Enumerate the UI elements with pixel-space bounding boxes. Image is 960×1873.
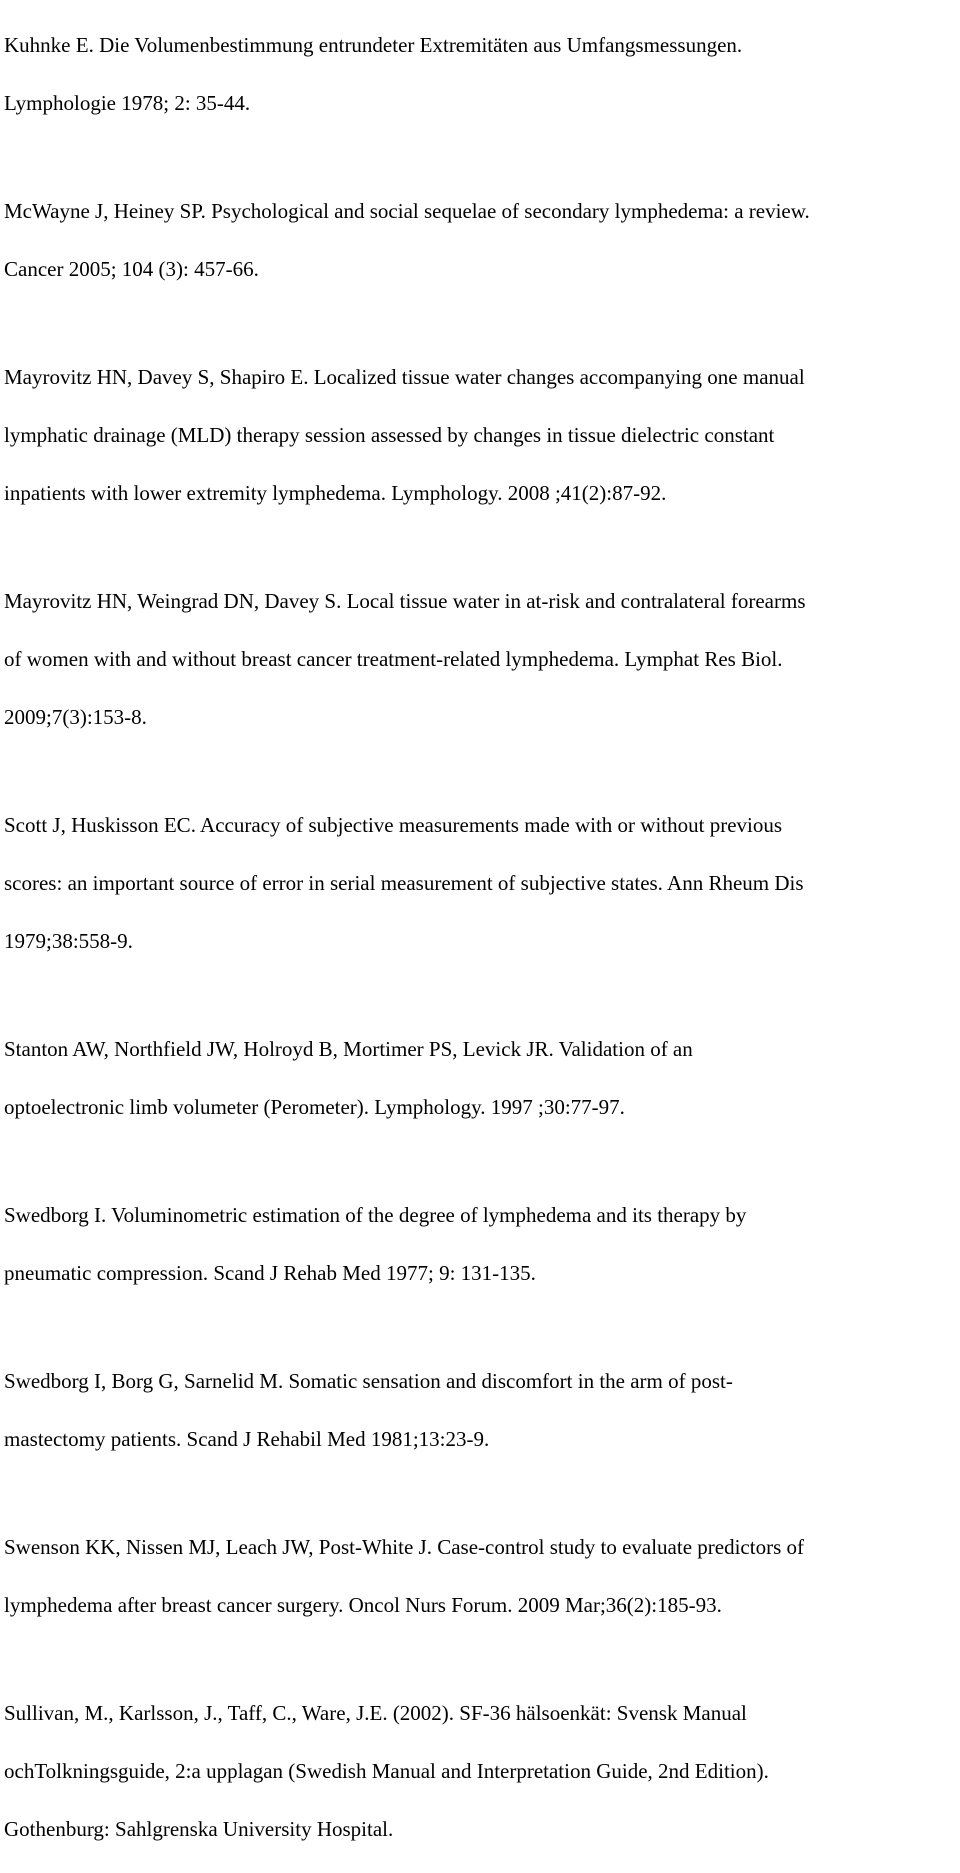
reference-swedborg-1977 — [4, 1172, 956, 1317]
reference-line: Mayrovitz HN, Davey S, Shapiro E. Localized tissue water changes accompanying one manual — [4, 365, 805, 389]
reference-line: of women with and without breast cancer treatment-related lymphedema. Lymphat Res Biol. — [4, 647, 783, 671]
reference-line: mastectomy patients. Scand J Rehabil Med 1981;13:23-9. — [4, 1427, 490, 1451]
reference-line: Swenson KK, Nissen MJ, Leach JW, Post-White J. Case-control study to evaluate predictors of — [4, 1535, 804, 1559]
reference-line: Gothenburg: Sahlgrenska University Hospital. — [4, 1817, 394, 1841]
reference-scott — [4, 782, 956, 985]
reference-line: Swedborg I. Voluminometric estimation of the degree of lymphedema and its therapy by — [4, 1203, 747, 1227]
reference-line: pneumatic compression. Scand J Rehab Med 1977; 9: 131-135. — [4, 1261, 536, 1285]
reference-mayrovitz-2008 — [4, 334, 956, 537]
reference-line: McWayne J, Heiney SP. Psychological and social sequelae of secondary lymphedema: a review. — [4, 199, 810, 223]
reference-stanton — [4, 1006, 956, 1151]
reference-line: scores: an important source of error in serial measurement of subjective states. Ann Rheum Dis — [4, 871, 804, 895]
reference-line: lymphatic drainage (MLD) therapy session assessed by changes in tissue dielectric constant — [4, 423, 775, 447]
reference-line: Cancer 2005; 104 (3): 457-66. — [4, 257, 259, 281]
reference-mcwayne — [4, 168, 956, 313]
reference-swedborg-1981 — [4, 1338, 956, 1483]
reference-line: Kuhnke E. Die Volumenbestimmung entrundeter Extremitäten aus Umfangsmessungen. — [4, 33, 743, 57]
reference-line: Sullivan, M., Karlsson, J., Taff, C., Ware, J.E. (2002). SF-36 hälsoenkät: Svensk Manual — [4, 1701, 747, 1725]
reference-line: Scott J, Huskisson EC. Accuracy of subjective measurements made with or without previous — [4, 813, 783, 837]
reference-swenson — [4, 1504, 956, 1649]
reference-sullivan — [4, 1670, 956, 1873]
reference-line: Lymphologie 1978; 2: 35-44. — [4, 91, 251, 115]
reference-line: lymphedema after breast cancer surgery. Oncol Nurs Forum. 2009 Mar;36(2):185-93. — [4, 1593, 722, 1617]
reference-line: Swedborg I, Borg G, Sarnelid M. Somatic sensation and discomfort in the arm of post- — [4, 1369, 733, 1393]
reference-line: Stanton AW, Northfield JW, Holroyd B, Mortimer PS, Levick JR. Validation of an — [4, 1037, 693, 1061]
reference-mayrovitz-2009 — [4, 558, 956, 761]
reference-line: 2009;7(3):153-8. — [4, 705, 147, 729]
reference-line: 1979;38:558-9. — [4, 929, 133, 953]
reference-kuhnke — [4, 2, 956, 147]
reference-line: ochTolkningsguide, 2:a upplagan (Swedish Manual and Interpretation Guide, 2nd Edition). — [4, 1759, 769, 1783]
reference-line: inpatients with lower extremity lymphedema. Lymphology. 2008 ;41(2):87-92. — [4, 481, 667, 505]
reference-line: optoelectronic limb volumeter (Perometer). Lymphology. 1997 ;30:77-97. — [4, 1095, 625, 1119]
reference-line: Mayrovitz HN, Weingrad DN, Davey S. Local tissue water in at-risk and contralateral forearms — [4, 589, 806, 613]
